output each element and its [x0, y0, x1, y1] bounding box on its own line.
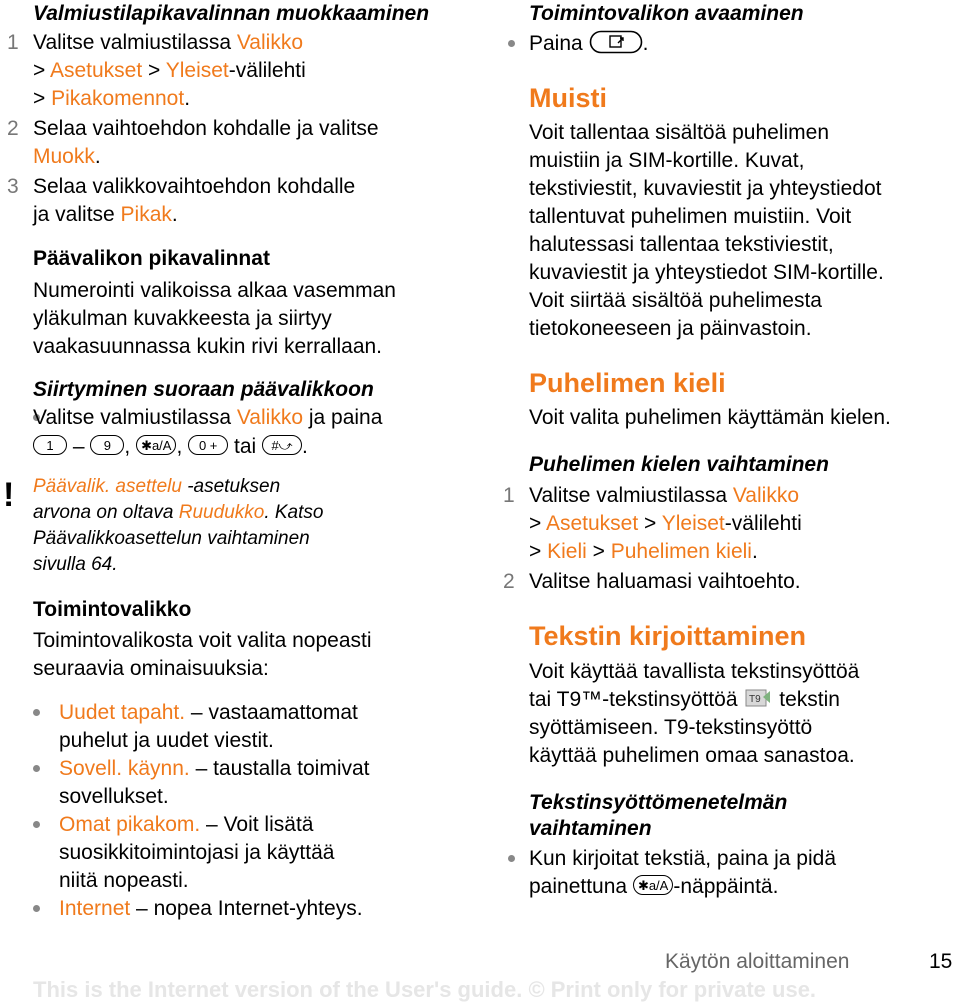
- list-item-line: [59, 783, 169, 811]
- menu-path-link: Uudet tapaht.: [59, 701, 186, 724]
- text-run: ja valitse: [33, 203, 121, 226]
- step-line: [33, 143, 101, 171]
- open-menu-heading: Toimintovalikon avaaminen: [529, 2, 804, 25]
- menu-path-link: Puhelimen kieli: [610, 540, 752, 563]
- menu-path-link: Yleiset: [661, 512, 725, 535]
- step-line: [529, 538, 758, 566]
- key-hash-icon: #⤻: [262, 435, 302, 455]
- text-run: >: [638, 512, 662, 535]
- phone-language-heading: Puhelimen kieli: [529, 368, 726, 398]
- bullet-dot: [508, 855, 515, 862]
- step-line: [33, 201, 178, 229]
- text-run: .: [751, 540, 758, 563]
- menu-path-link: Pikakomennot: [51, 87, 185, 110]
- text-run: tekstiviestit, kuvaviestit ja yhteystiedot: [529, 177, 882, 200]
- step-number: 2: [503, 570, 515, 593]
- step-number: 1: [503, 484, 515, 507]
- direct-keys-line: 1 – 9 , ✱a/A , 0 + tai #⤻ .: [33, 433, 308, 461]
- writing-line2: tai T9™-tekstinsyöttöä T9 tekstin: [529, 688, 840, 711]
- list-item-line: [59, 699, 358, 727]
- menu-path-link: Pikak: [120, 203, 172, 226]
- text-run: >: [33, 87, 52, 110]
- body-line: [529, 287, 822, 315]
- body-line: [33, 277, 396, 305]
- body-line: [529, 315, 812, 343]
- writing-line4: käyttää puhelimen omaa sanastoa.: [529, 744, 855, 767]
- writing-line1: Voit käyttää tavallista tekstinsyöttöä: [529, 660, 860, 683]
- text-run: . Katso: [264, 502, 324, 523]
- list-item-line: [59, 755, 370, 783]
- writing-heading: Tekstin kirjoittaminen: [529, 621, 807, 651]
- text-run: >: [33, 59, 50, 82]
- menu-path-link: Valikko: [732, 484, 799, 507]
- menu-path-link: Asetukset: [545, 512, 639, 535]
- text-run: Selaa valikkovaihtoehdon kohdalle: [33, 175, 356, 198]
- text-run: puhelut ja uudet viestit.: [59, 729, 274, 752]
- text-run: muistiin ja SIM-kortille. Kuvat,: [529, 149, 805, 172]
- text-run: Päävalikkoasettelun vaihtaminen: [33, 528, 310, 549]
- direct-heading: Siirtyminen suoraan päävalikkoon: [33, 378, 374, 401]
- text-run: Voit valita puhelimen käyttämän kielen.: [529, 406, 891, 429]
- bullet-dot: [33, 709, 40, 716]
- body-line: [33, 655, 269, 683]
- body-line: [33, 333, 382, 361]
- text-run: kuvaviestit ja yhteystiedot SIM-kortille.: [529, 261, 884, 284]
- step-line: [33, 173, 355, 201]
- direct-line1: Valitse valmiustilassa Valikko ja paina: [33, 406, 383, 429]
- note-line: [33, 552, 118, 578]
- text-run: -asetuksen: [181, 476, 281, 497]
- text-run: .: [94, 145, 101, 168]
- key-star-icon: ✱a/A: [136, 435, 176, 455]
- text-run: Toimintovalikosta voit valita nopeasti: [33, 629, 372, 652]
- change-language-heading: Puhelimen kielen vaihtaminen: [529, 453, 829, 476]
- text-run: Numerointi valikoissa alkaa vasemman: [33, 279, 396, 302]
- menu-path-link: Kieli: [547, 540, 587, 563]
- step-number: 2: [7, 117, 19, 140]
- text-run: >: [529, 512, 546, 535]
- body-line: [529, 259, 884, 287]
- input-method-heading-2: vaihtaminen: [529, 817, 652, 840]
- key-9-icon: 9: [90, 435, 124, 455]
- body-line: [529, 175, 881, 203]
- text-run: arvona on oltava: [33, 502, 179, 523]
- text-run: tietokoneeseen ja päinvastoin.: [529, 317, 812, 340]
- note-line: [33, 500, 323, 526]
- text-run: Valitse valmiustilassa: [529, 484, 733, 507]
- text-run: .: [171, 203, 178, 226]
- page-number: 15: [929, 950, 953, 973]
- body-line: [33, 305, 332, 333]
- footer-section-title: Käytön aloittaminen: [665, 950, 850, 973]
- text-run: suosikkitoimintojasi ja käyttää: [59, 841, 335, 864]
- text-run: Selaa vaihtoehdon kohdalle ja valitse: [33, 117, 379, 140]
- text-run: sovellukset.: [59, 785, 169, 808]
- svg-text:T9: T9: [749, 694, 762, 706]
- key-0-icon: 0 +: [188, 435, 228, 455]
- key-star-icon: ✱a/A: [633, 875, 673, 895]
- bullet-dot: [508, 40, 515, 47]
- body-line: [529, 119, 829, 147]
- text-run: halutessasi tallentaa tekstiviestit,: [529, 233, 834, 256]
- warning-icon: !: [3, 476, 15, 514]
- body-line: [33, 627, 372, 655]
- step-line: [529, 510, 802, 538]
- menu-path-link: Asetukset: [49, 59, 143, 82]
- text-run: -välilehti: [724, 512, 802, 535]
- input-method-line2: painettuna ✱a/A -näppäintä.: [529, 875, 779, 898]
- input-method-heading-1: Tekstinsyöttömenetelmän: [529, 791, 788, 814]
- menu-path-link: Internet: [59, 897, 131, 920]
- body-line: [529, 231, 834, 259]
- menu-path-link: Ruudukko: [178, 502, 265, 523]
- options-heading: Toimintovalikko: [33, 598, 192, 621]
- list-item-line: [59, 895, 363, 923]
- text-run: – vastaamattomat: [185, 701, 358, 724]
- text-run: >: [142, 59, 166, 82]
- text-run: -välilehti: [228, 59, 306, 82]
- menu-path-link: Muokk: [33, 145, 95, 168]
- text-run: yläkulman kuvakkeesta ja siirtyy: [33, 307, 332, 330]
- input-method-line1: Kun kirjoitat tekstiä, paina ja pidä: [529, 847, 837, 870]
- note-line: [33, 474, 280, 500]
- text-run: Voit siirtää sisältöä puhelimesta: [529, 289, 822, 312]
- t9-icon: [743, 687, 773, 709]
- text-run: – nopea Internet-yhteys.: [130, 897, 363, 920]
- writing-line3: syöttämiseen. T9-tekstinsyöttö: [529, 716, 813, 739]
- bullet-dot: [33, 765, 40, 772]
- body-line: [529, 203, 851, 231]
- footer-disclaimer: This is the Internet version of the User's guide. © Print only for private use.: [33, 977, 817, 1002]
- menu-path-link: Omat pikakom.: [59, 813, 201, 836]
- step-line: [33, 115, 379, 143]
- quick-heading: Valmiustilapikavalinnan muokkaaminen: [33, 2, 430, 25]
- key-1-icon: 1: [33, 435, 67, 455]
- list-item-line: [59, 811, 313, 839]
- text-run: – Voit lisätä: [200, 813, 314, 836]
- step-line: [33, 57, 306, 85]
- text-run: vaakasuunnassa kukin rivi kerrallaan.: [33, 335, 383, 358]
- menu-path-link: Sovell. käynn.: [59, 757, 190, 780]
- memory-heading: Muisti: [529, 83, 607, 113]
- text-run: >: [529, 540, 548, 563]
- menu-path-link: Yleiset: [165, 59, 229, 82]
- bullet-dot: [33, 905, 40, 912]
- text-run: Valitse haluamasi vaihtoehto.: [529, 570, 801, 593]
- menu-path-link: Päävalik. asettelu: [33, 476, 182, 497]
- open-menu-line: Paina .: [529, 32, 649, 55]
- body-line: [529, 404, 891, 432]
- step-number: 1: [7, 31, 19, 54]
- step-line: [33, 29, 303, 57]
- menu-path-link: Valikko: [236, 31, 303, 54]
- text-run: niitä nopeasti.: [59, 869, 189, 892]
- text-run: tallentuvat puhelimen muistiin. Voit: [529, 205, 852, 228]
- step-line: [33, 85, 190, 113]
- step-line: [529, 568, 801, 596]
- text-run: – taustalla toimivat: [189, 757, 370, 780]
- step-number: 3: [7, 175, 19, 198]
- note-line: [33, 526, 310, 552]
- main-shortcuts-heading: Päävalikon pikavalinnat: [33, 247, 270, 270]
- body-line: [529, 147, 804, 175]
- list-item-line: [59, 727, 274, 755]
- list-item-line: [59, 839, 334, 867]
- text-run: >: [586, 540, 611, 563]
- text-run: Valitse valmiustilassa: [33, 31, 237, 54]
- text-run: seuraavia ominaisuuksia:: [33, 657, 269, 680]
- bullet-dot: [33, 821, 40, 828]
- text-run: sivulla 64.: [33, 554, 118, 575]
- text-run: Voit tallentaa sisältöä puhelimen: [529, 121, 830, 144]
- list-item-line: [59, 867, 189, 895]
- options-key-icon: [589, 30, 643, 54]
- text-run: .: [184, 87, 191, 110]
- menu-link: Valikko: [236, 406, 303, 429]
- step-line: [529, 482, 799, 510]
